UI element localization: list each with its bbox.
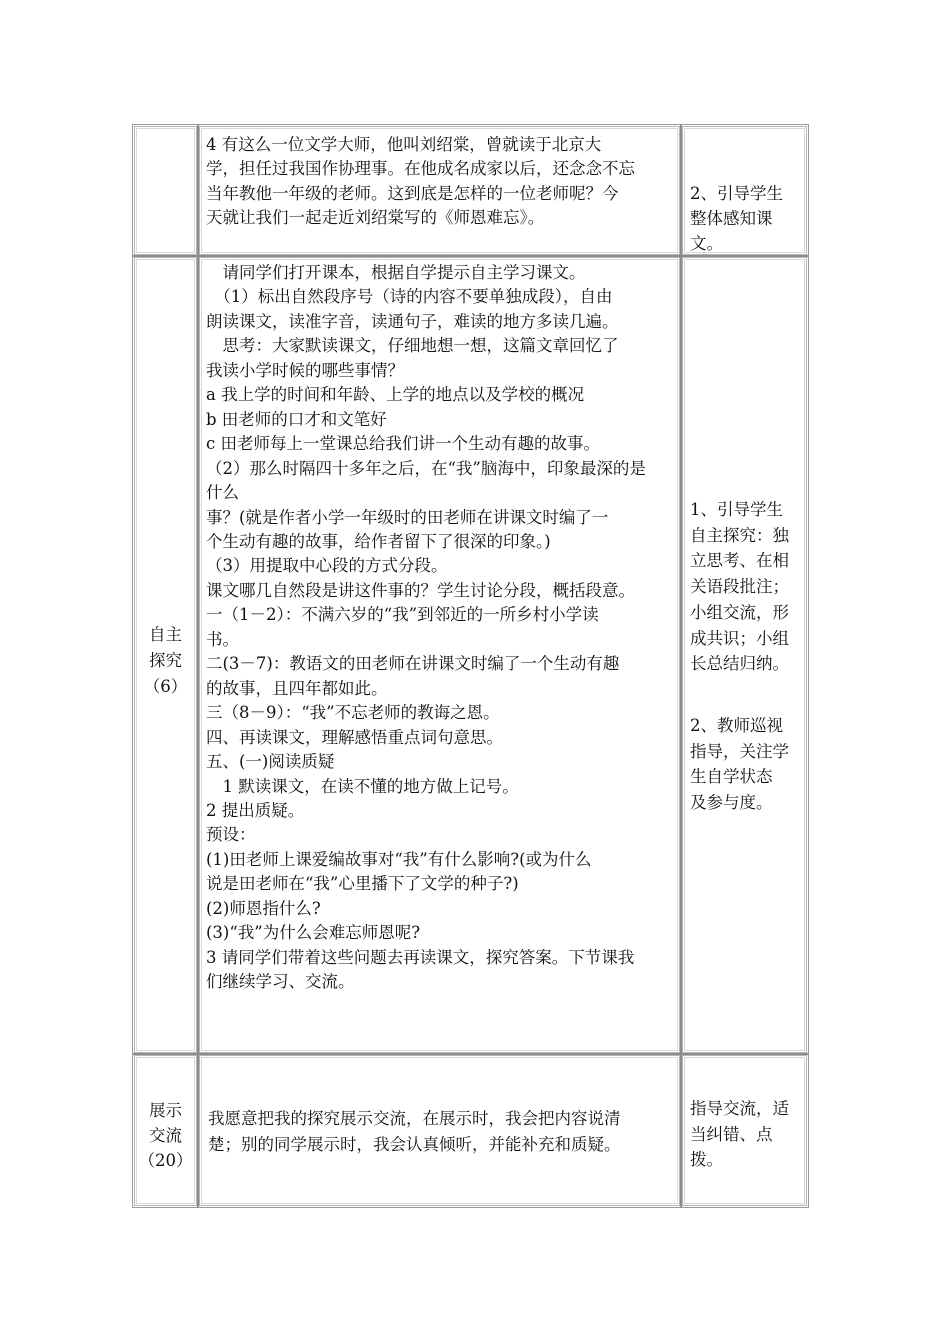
text-line: 四、再读课文，理解感悟重点词句意思。 xyxy=(206,727,503,747)
text-line: 文。 xyxy=(690,234,723,253)
text-line: 自主探究：独 xyxy=(690,525,789,545)
stage-cell xyxy=(134,1055,197,1206)
text-line: 朗读课文，读准字音，读通句子，难读的地方多读几遍。 xyxy=(206,311,619,331)
stage-cell xyxy=(134,126,197,255)
text-line: 整体感知课 xyxy=(690,209,773,228)
text-line: 天就让我们一起走近刘绍棠写的《师恩难忘》。 xyxy=(206,207,545,227)
text-line: (2)师恩指什么? xyxy=(206,898,321,918)
text-line: 1 默读课文，在读不懂的地方做上记号。 xyxy=(206,776,519,796)
text-line: 楚；别的同学展示时，我会认真倾听，并能补充和质疑。 xyxy=(208,1135,621,1154)
content-text xyxy=(206,133,635,230)
text-line: 2、引导学生 xyxy=(690,184,783,203)
text-line: 探究 xyxy=(149,651,182,670)
text-line: 二(3－7)：教语文的田老师在讲课文时编了一个生动有趣 xyxy=(206,654,620,674)
text-line: 什么 xyxy=(206,483,239,503)
text-line: 说是田老师在“我”心里播下了文学的种子?) xyxy=(206,874,519,894)
text-line: 及参与度。 xyxy=(690,793,773,813)
text-line: 拨。 xyxy=(690,1150,723,1169)
text-line: 学，担任过我国作协理事。在他成名成家以后，还念念不忘 xyxy=(206,159,635,179)
text-line: 指导交流，适 xyxy=(690,1099,789,1118)
text-line: 书。 xyxy=(206,629,239,649)
text-line: （6） xyxy=(143,677,188,696)
text-line: 事？(就是作者小学一年级时的田老师在讲课文时编了一 xyxy=(206,507,609,527)
guide-text xyxy=(690,1096,789,1173)
guide-text xyxy=(690,181,783,256)
text-line: 3 请同学们带着这些问题去再读课文，探究答案。下节课我 xyxy=(206,947,635,967)
text-line: （1）标出自然段序号（诗的内容不要单独成段），自由 xyxy=(206,287,613,307)
text-line: 1、引导学生 xyxy=(690,500,783,519)
text-line: （3）用提取中心段的方式分段。 xyxy=(206,556,448,576)
text-line: 生自学状态 xyxy=(690,767,773,787)
guide-text xyxy=(690,497,789,816)
text-line: 预设： xyxy=(206,825,256,845)
content-cell xyxy=(199,257,680,1053)
text-line: 关语段批注； xyxy=(690,577,789,597)
text-line: 小组交流，形 xyxy=(690,602,789,622)
content-text xyxy=(206,261,646,995)
guide-cell xyxy=(682,1055,807,1206)
text-line: 指导，关注学 xyxy=(690,741,789,761)
text-line: 我读小学时候的哪些事情？ xyxy=(206,360,404,380)
stage-label xyxy=(135,1098,196,1173)
text-line: 展示 xyxy=(149,1101,182,1120)
content-cell xyxy=(199,1055,680,1206)
text-line: 当纠错、点 xyxy=(690,1124,773,1144)
text-line: 我愿意把我的探究展示交流，在展示时，我会把内容说清 xyxy=(208,1109,621,1128)
text-line: c 田老师每上一堂课总给我们讲一个生动有趣的故事。 xyxy=(206,434,600,454)
text-line: 当年教他一年级的老师。这到底是怎样的一位老师呢？今 xyxy=(206,183,619,203)
text-line: 交流 xyxy=(149,1126,182,1145)
guide-cell xyxy=(682,126,807,255)
text-line: 思考：大家默读课文，仔细地想一想，这篇文章回忆了 xyxy=(206,336,619,356)
content-text xyxy=(208,1106,621,1158)
text-line: 三（8－9）：“我”不忘老师的教诲之恩。 xyxy=(206,703,500,723)
text-line: a 我上学的时间和年龄、上学的地点以及学校的概况 xyxy=(206,385,585,405)
text-line: 的故事，且四年都如此。 xyxy=(206,678,388,698)
text-line: 长总结归纳。 xyxy=(690,654,789,674)
content-cell xyxy=(199,126,680,255)
text-line: （20） xyxy=(138,1151,193,1170)
text-line: 立思考、在相 xyxy=(690,551,789,571)
text-line: 4 有这么一位文学大师，他叫刘绍棠，曾就读于北京大 xyxy=(206,135,602,154)
text-line: 个生动有趣的故事，给作者留下了很深的印象。) xyxy=(206,531,551,551)
text-line: 2 提出质疑。 xyxy=(206,800,305,820)
lesson-plan-table xyxy=(132,124,809,1208)
text-line: 们继续学习、交流。 xyxy=(206,972,355,992)
text-line: （2）那么时隔四十多年之后，在“我”脑海中，印象最深的是 xyxy=(206,458,646,478)
text-line: 五、(一)阅读质疑 xyxy=(206,752,335,772)
text-line: (1)田老师上课爱编故事对“我”有什么影响?(或为什么 xyxy=(206,849,592,869)
text-line: 一（1－2）：不满六岁的“我”到邻近的一所乡村小学读 xyxy=(206,605,599,625)
text-line: b 田老师的口才和文笔好 xyxy=(206,409,387,429)
text-line: 自主 xyxy=(149,625,182,644)
stage-label xyxy=(135,622,196,700)
text-line: 2、教师巡视 xyxy=(690,715,783,735)
guide-cell xyxy=(682,257,807,1053)
text-line: (3)“我”为什么会难忘师恩呢? xyxy=(206,923,421,943)
text-line: 课文哪几自然段是讲这件事的？学生讨论分段，概括段意。 xyxy=(206,580,635,600)
text-line: 请同学们打开课本，根据自学提示自主学习课文。 xyxy=(206,263,586,282)
text-line xyxy=(690,677,789,713)
text-line: 成共识；小组 xyxy=(690,628,789,648)
stage-cell xyxy=(134,257,197,1053)
